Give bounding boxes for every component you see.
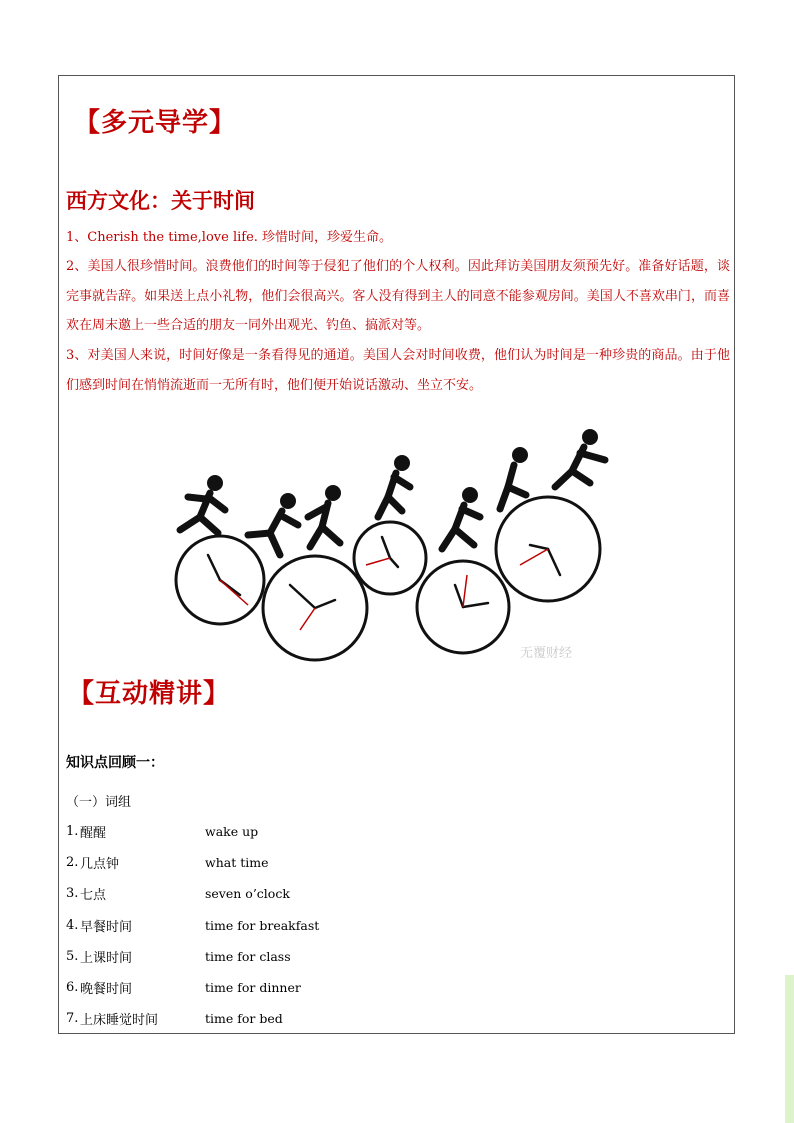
side-scroll-bar bbox=[785, 975, 794, 1123]
culture-title: 西方文化：关于时间 bbox=[66, 189, 255, 213]
clock-icon bbox=[176, 497, 600, 660]
list-item: 3. 七点 seven o’clock bbox=[66, 886, 290, 904]
list-item: 7. 上床睡觉时间 time for bed bbox=[66, 1011, 283, 1029]
intro-heading: 【多元导学】 bbox=[74, 108, 237, 138]
paragraph-3: 3、对美国人来说，时间好像是一条看得见的通道。美国人会对时间收费，他们认为时间是一种珍贵的商品。由于他们感到时间在悄悄流逝而一无所有时，他们便开始说话激动、坐立不安。 bbox=[66, 348, 730, 393]
paragraph-2: 2、美国人很珍惜时间。浪费他们的时间等于侵犯了他们的个人权利。因此拜访美国朋友须预先好。准备好话题，谈完事就告辞。如果送上点小礼物，他们会很高兴。客人没有得到主人的同意不能参观房间。美国人不喜欢串门，而喜欢在周末邀上一些合适的朋友一同外出观光、钓鱼、搞派对等。 bbox=[66, 259, 730, 333]
knowledge-point-title: 知识点回顾一： bbox=[66, 755, 164, 771]
phrases-title: （一）词组 bbox=[66, 795, 132, 810]
list-item: 2. 几点钟 what time bbox=[66, 855, 269, 873]
list-item: 5. 上课时间 time for class bbox=[66, 948, 291, 966]
interactive-heading: 【互动精讲】 bbox=[68, 679, 231, 709]
list-item: 6. 晚餐时间 time for dinner bbox=[66, 980, 301, 998]
watermark: 无覆财经 bbox=[520, 646, 573, 661]
list-item: 1. 醒醒 wake up bbox=[66, 824, 259, 842]
paragraph-1: 1、Cherish the time,love life. 珍惜时间，珍爱生命。 bbox=[66, 230, 393, 245]
vocab-list bbox=[66, 816, 319, 1034]
running-clocks-illustration bbox=[170, 425, 620, 665]
list-item: 4. 早餐时间 time for breakfast bbox=[66, 917, 320, 935]
